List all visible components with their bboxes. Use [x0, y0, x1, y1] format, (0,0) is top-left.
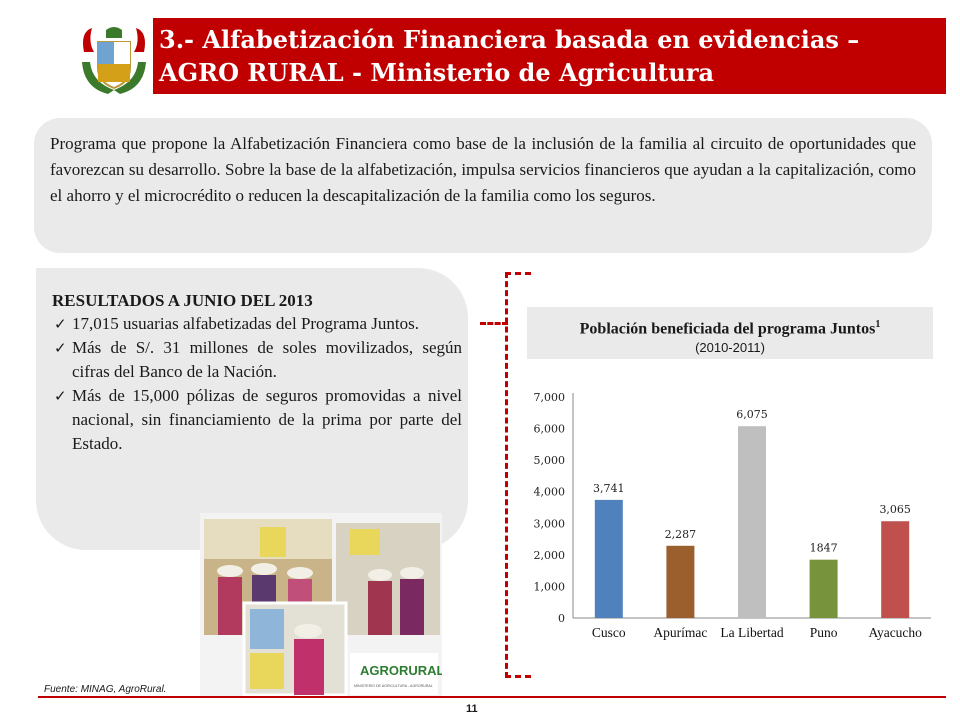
logo-wordmark: AGRORURAL: [360, 663, 442, 678]
chart-title-footnote: 1: [875, 319, 881, 330]
source-note: Fuente: MINAG, AgroRural.: [44, 684, 167, 695]
bar: [881, 521, 909, 618]
checkmark-icon: ✓: [54, 315, 67, 333]
results-list: [52, 312, 462, 456]
data-label: 1847: [809, 541, 838, 555]
data-label: 2,287: [664, 527, 697, 541]
photo-collage: [200, 513, 442, 698]
y-tick-label: 7,000: [533, 391, 565, 404]
list-item: [52, 384, 462, 456]
data-label: 3,065: [879, 503, 911, 517]
x-tick-label: Puno: [809, 625, 838, 640]
data-label: 6,075: [736, 408, 768, 422]
y-tick-label: 4,000: [533, 485, 565, 499]
title-line-1: 3.- Alfabetización Financiera basada en evidencias –: [159, 25, 860, 54]
footer-rule: [38, 696, 946, 698]
chart-subtitle: (2010-2011): [695, 340, 765, 356]
chart-header: [527, 307, 933, 359]
page-number: 11: [466, 703, 478, 715]
results-panel: [36, 268, 468, 550]
chart-title: Población beneficiada del programa Juntos: [579, 320, 876, 338]
peru-coat-of-arms-icon: [78, 22, 150, 98]
chart-title-row: [527, 315, 933, 339]
list-item-text: Más de S/. 31 millones de soles movilizados, según cifras del Banco de la Nación.: [72, 338, 462, 381]
title-line-2: AGRO RURAL - Ministerio de Agricultura: [159, 58, 715, 87]
results-heading: RESULTADOS A JUNIO DEL 2013: [52, 291, 313, 310]
bar: [666, 546, 694, 618]
data-label: 3,741: [593, 481, 625, 495]
y-tick-label: 0: [558, 612, 565, 625]
intro-panel: [34, 118, 932, 253]
list-item-text: 17,015 usuarias alfabetizadas del Programa Juntos.: [72, 314, 419, 333]
y-tick-label: 5,000: [533, 454, 565, 468]
x-tick-label: La Libertad: [720, 625, 784, 640]
list-item-text: Más de 15,000 pólizas de seguros promovidas a nivel nacional, sin financiamiento de la prima por parte del Estado.: [72, 386, 462, 453]
y-tick-label: 3,000: [533, 517, 565, 531]
bar-chart: [527, 385, 935, 653]
logo-subtext: MINISTERIO DE AGRICULTURA - AGRORURAL: [354, 684, 433, 688]
y-tick-label: 1,000: [533, 580, 565, 594]
intro-text: Programa que propone la Alfabetización Financiera como base de la inclusión de la familia al circuito de oportunidades que favorezcan su desarrollo. Sobre la base de la alfabetización, impulsa servicios financieros que ayudan a la capitalización, como el ahorro y el microcrédito o reducen la descapitalización de la familia como los seguros.: [50, 134, 916, 205]
x-tick-label: Ayacucho: [868, 625, 922, 640]
bar: [595, 500, 623, 618]
y-tick-label: 2,000: [533, 548, 565, 562]
y-tick-label: 6,000: [533, 422, 565, 436]
bar: [738, 426, 766, 618]
checkmark-icon: ✓: [54, 339, 67, 357]
bar: [810, 560, 838, 618]
x-tick-label: Apurímac: [653, 625, 708, 640]
checkmark-icon: ✓: [54, 387, 67, 405]
page-title: [153, 18, 946, 94]
list-item: [52, 336, 462, 384]
dashed-connector-arm: [480, 322, 508, 325]
list-item: [52, 312, 462, 336]
x-tick-label: Cusco: [591, 625, 626, 640]
